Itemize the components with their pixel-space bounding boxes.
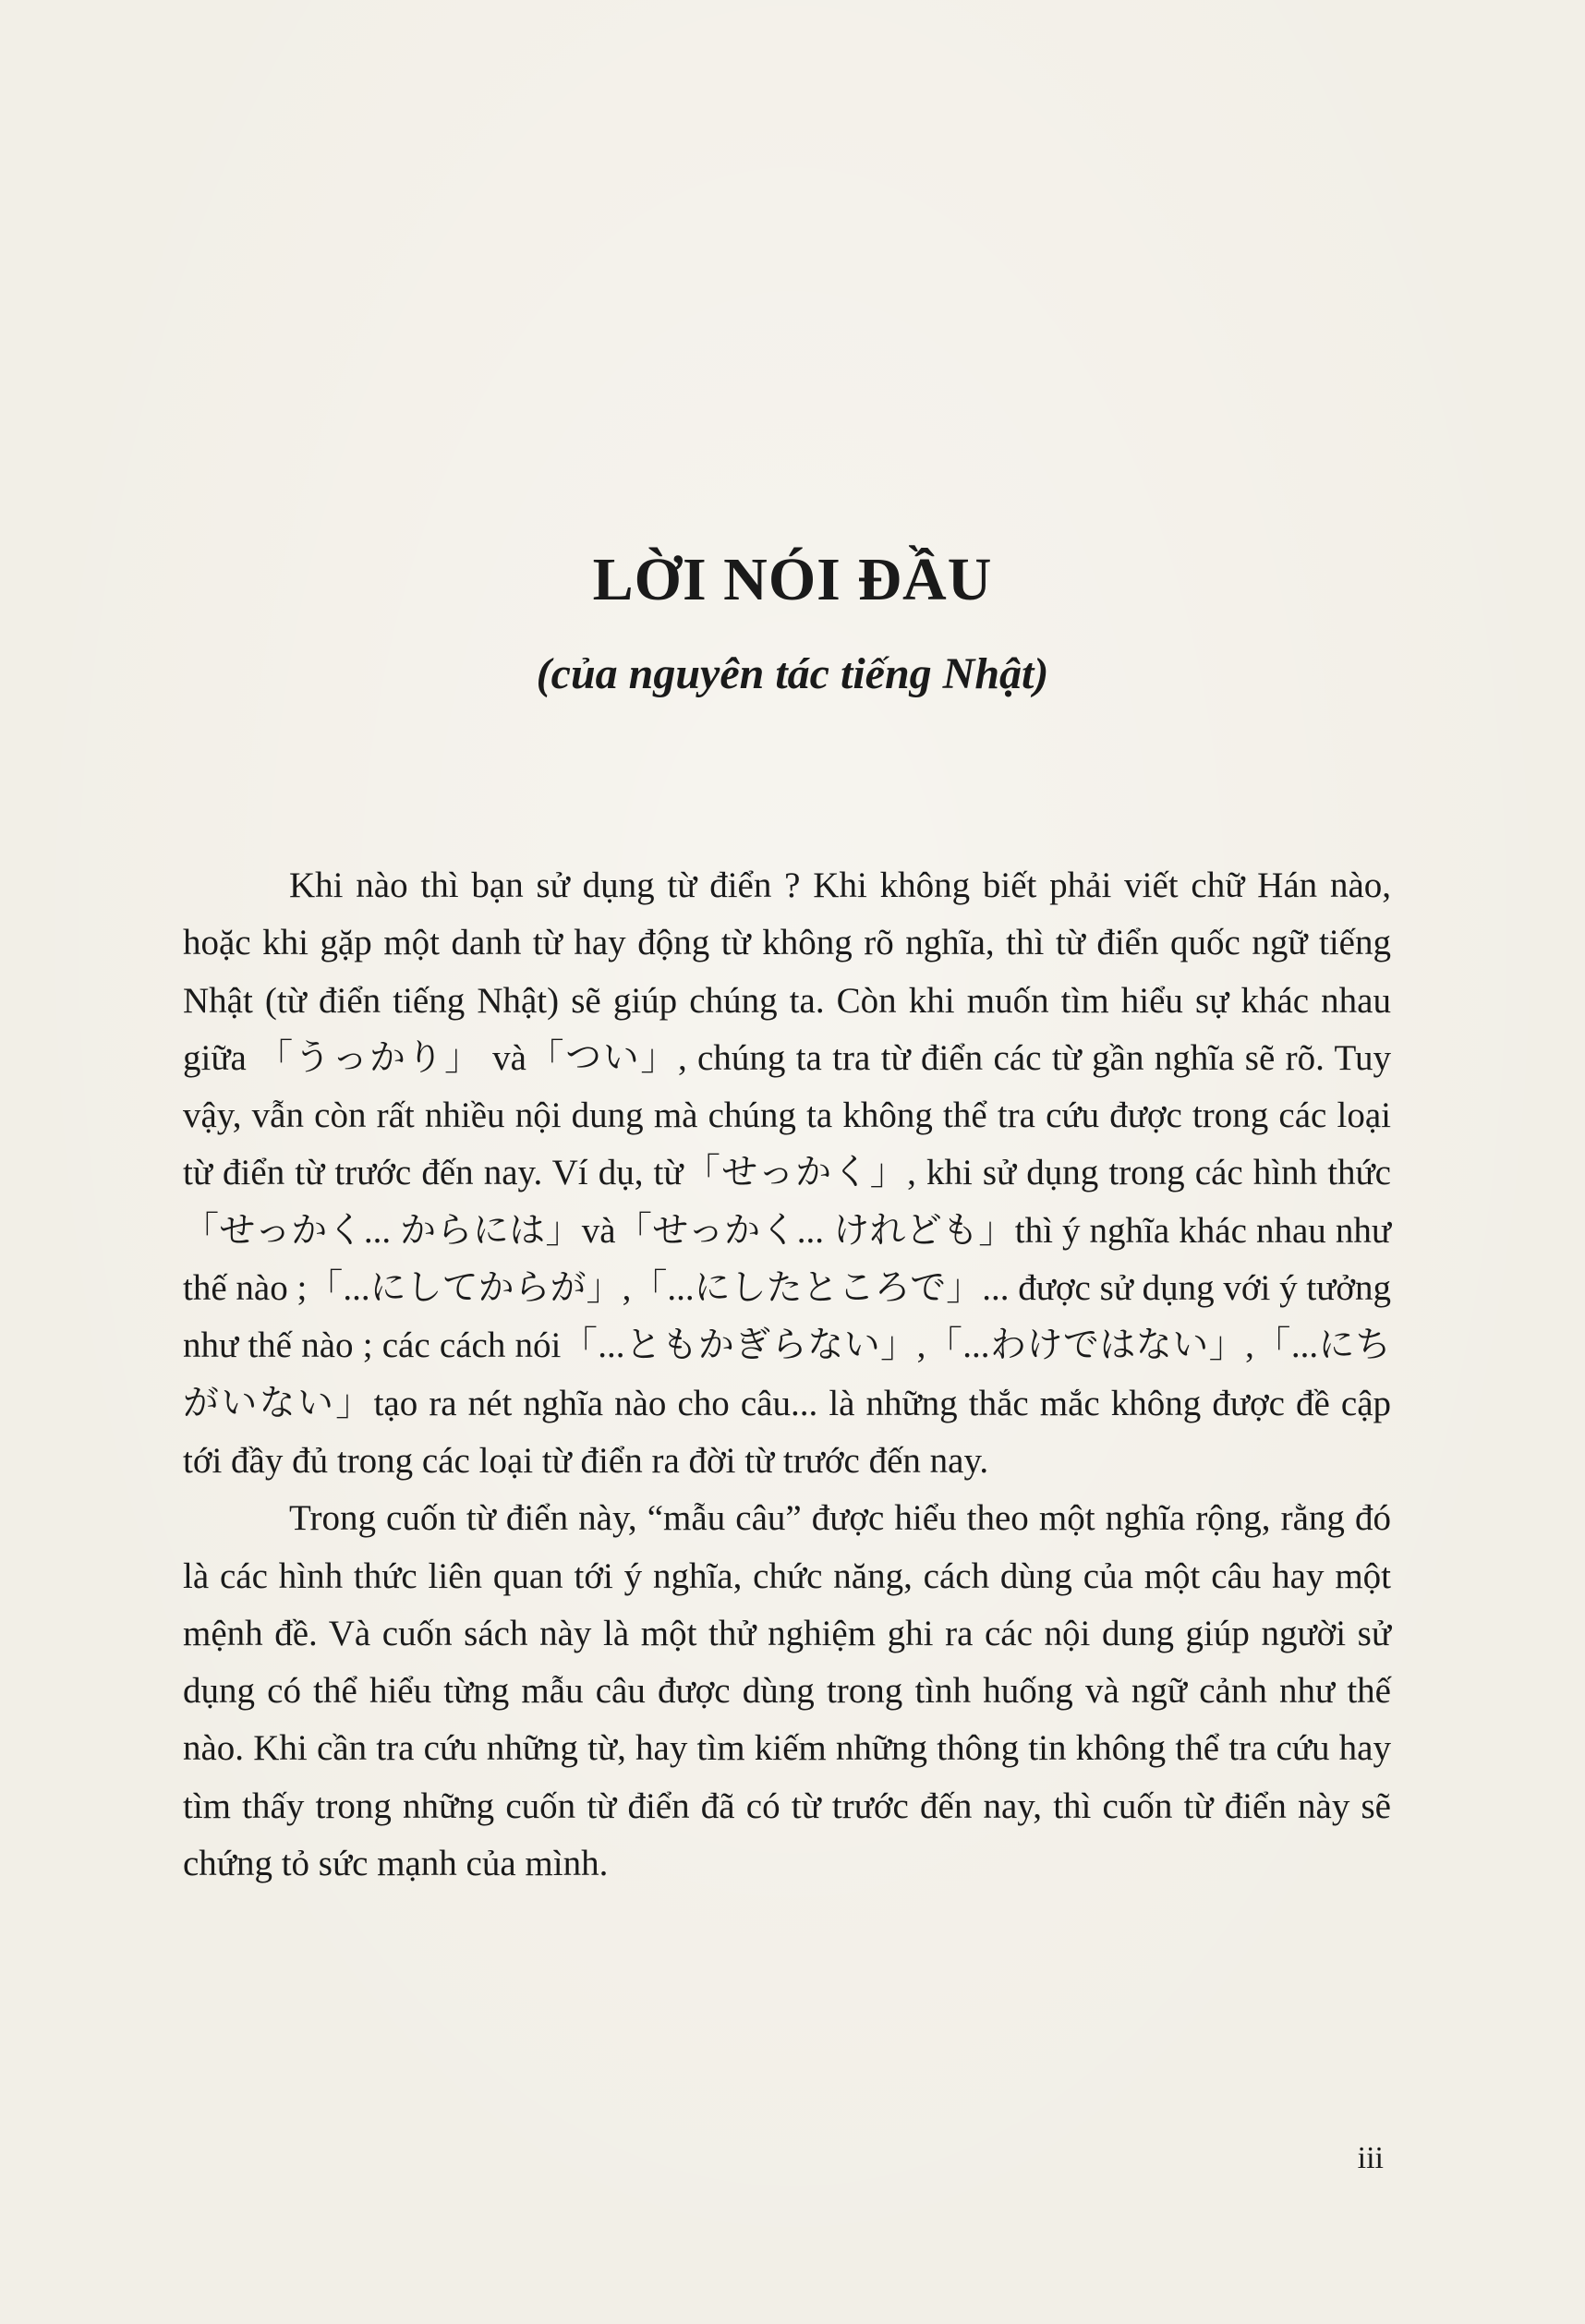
paragraph-1: Khi nào thì bạn sử dụng từ điển ? Khi không biết phải viết chữ Hán nào, hoặc khi gặp một danh từ hay động từ không rõ nghĩa, thì từ điển quốc ngữ tiếng Nhật (từ điển tiếng Nhật) sẽ giúp chúng ta. Còn khi muốn tìm hiểu sự khác nhau giữa 「うっかり」 và「つい」, chúng ta tra từ điển các từ gần nghĩa sẽ rõ. Tuy vậy, vẫn còn rất nhiều nội dung mà chúng ta không thể tra cứu được trong các loại từ điển từ trước đến nay. Ví dụ, từ「せっかく」, khi sử dụng trong các hình thức「せっかく... からには」và「せっかく... けれども」thì ý nghĩa khác nhau như thế nào ;「...にしてからが」,「...にしたところで」... được sử dụng với ý tưởng như thế nào ; các cách nói「...ともかぎらない」,「...わけではない」,「...にち がいない」tạo ra nét nghĩa nào cho câu... là những thắc mắc không được đề cập tới đầy đủ trong các loại từ điển ra đời từ trước đến nay.: [183, 865, 1391, 1481]
body-text: [183, 857, 1391, 1893]
page-subtitle: (của nguyên tác tiếng Nhật): [536, 649, 1049, 698]
paragraph-2: Trong cuốn từ điển này, “mẫu câu” được hiểu theo một nghĩa rộng, rằng đó là các hình thức liên quan tới ý nghĩa, chức năng, cách dùng của một câu hay một mệnh đề. Và cuốn sách này là một thử nghiệm ghi ra các nội dung giúp người sử dụng có thể hiểu từng mẫu câu được dùng trong tình huống và ngữ cảnh như thế nào. Khi cần tra cứu những từ, hay tìm kiếm những thông tin không thể tra cứu hay tìm thấy trong những cuốn từ điển đã có từ trước đến nay, thì cuốn từ điển này sẽ chứng tỏ sức mạnh của mình.: [183, 1498, 1391, 1884]
page-number: iii: [1357, 2141, 1384, 2175]
page-title: LỜI NÓI ĐẦU: [592, 546, 993, 613]
